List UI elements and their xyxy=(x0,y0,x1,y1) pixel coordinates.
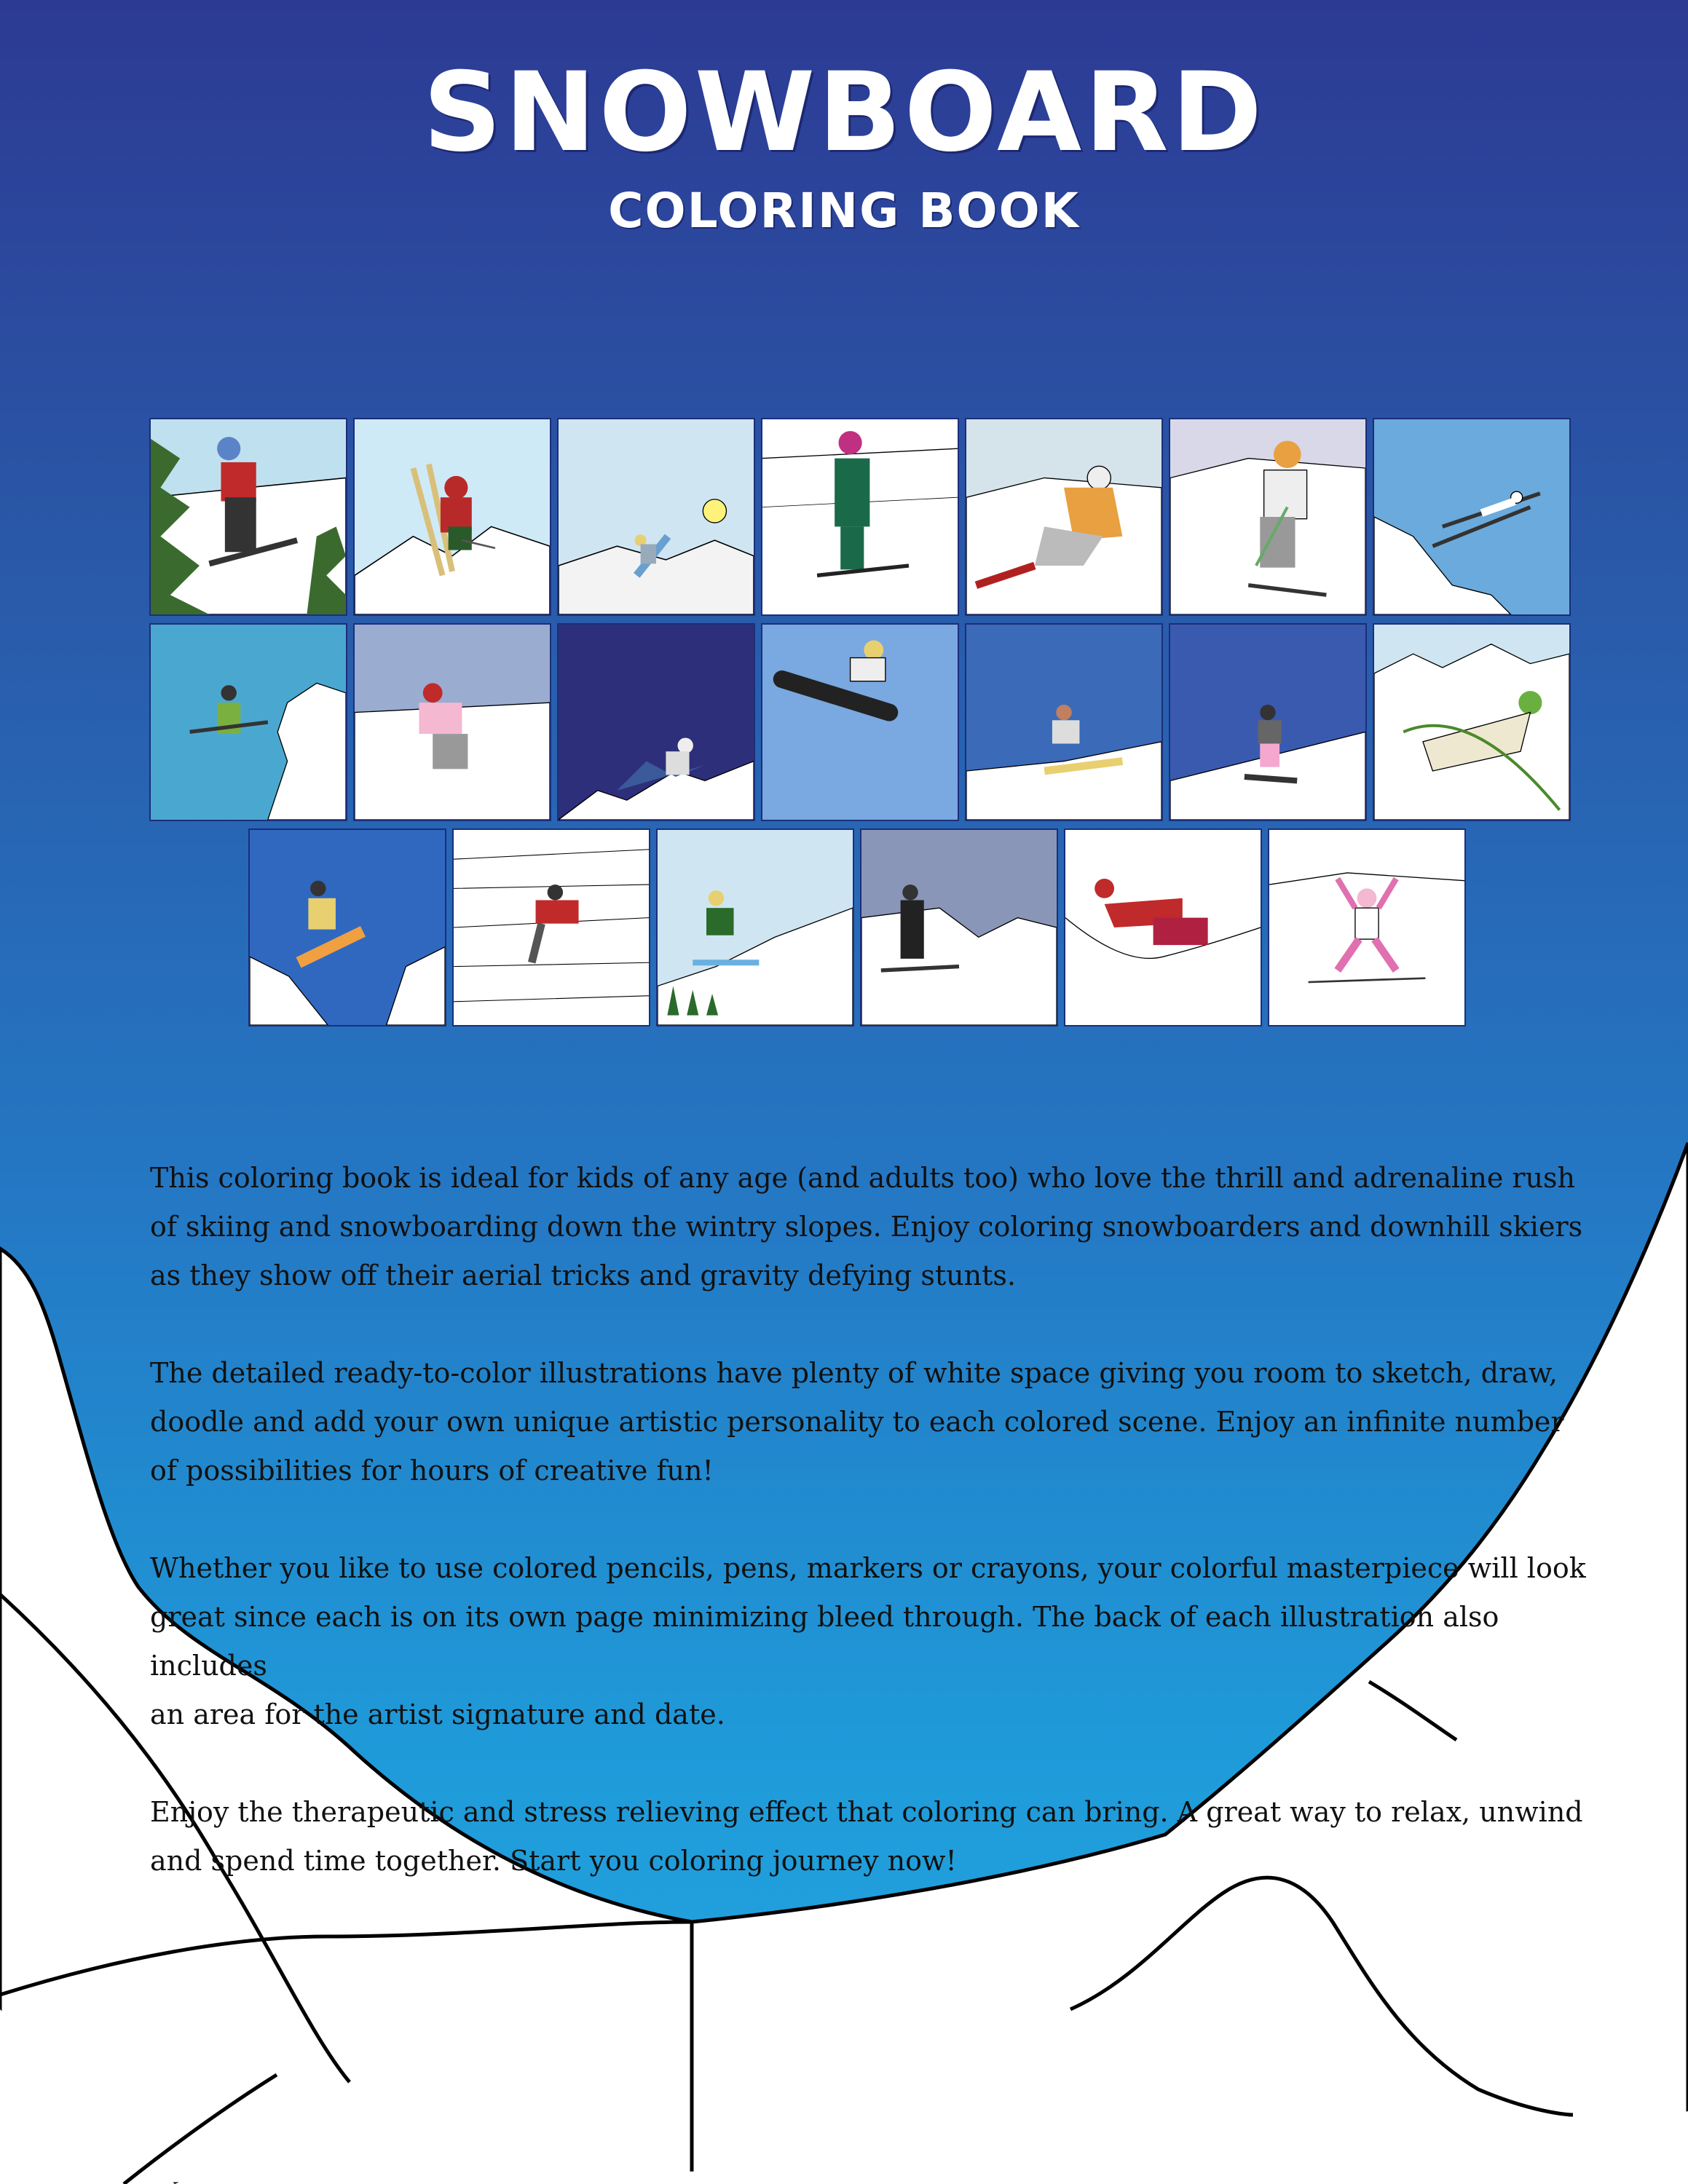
illustration-tile xyxy=(353,623,551,821)
illustration-tile xyxy=(557,623,755,821)
title-block xyxy=(0,51,1688,240)
child-skier-standing-illustration xyxy=(762,419,958,614)
skier-arms-raised-illustration xyxy=(1269,830,1464,1025)
freestyle-skier-green-illustration xyxy=(151,625,346,820)
illustration-tile xyxy=(965,623,1163,821)
skier-downhill-tuck-illustration xyxy=(1374,625,1569,820)
illustration-tile xyxy=(452,828,650,1026)
description-text xyxy=(150,1154,1621,1934)
illustration-tile xyxy=(860,828,1058,1026)
illustration-tile xyxy=(761,418,959,616)
snowboarder-landing-illustration xyxy=(966,625,1162,820)
illustration-tile xyxy=(1373,623,1571,821)
book-title: SNOWBOARD xyxy=(422,50,1266,176)
illustration-tile xyxy=(965,418,1163,616)
snowboarder-sunset-illustration xyxy=(559,419,754,614)
snowboarder-air-illustration xyxy=(762,625,958,820)
book-subtitle: COLORING BOOK xyxy=(608,183,1080,239)
description-paragraph-2: The detailed ready-to-color illustrations have plenty of white space giving you room to sketch, draw, doodle and add your own unique artistic personality to each colored scene. Enjoy an infinite number of possibilities for hours of creative fun! xyxy=(150,1357,1564,1487)
woman-skier-poles-illustration xyxy=(1170,419,1365,614)
illustration-tile xyxy=(656,828,854,1026)
ski-jumper-illustration xyxy=(1374,419,1569,614)
skier-carving-orange-illustration xyxy=(966,419,1162,614)
skier-red-jacket-illustration xyxy=(454,830,649,1025)
skier-night-jump-illustration xyxy=(559,625,754,820)
illustration-tile xyxy=(149,623,347,821)
skier-pink-jacket-illustration xyxy=(355,625,550,820)
illustration-tile xyxy=(761,623,959,821)
skier-backflip-illustration xyxy=(355,419,550,614)
description-paragraph-1: This coloring book is ideal for kids of any age (and adults too) who love the thrill and adrenaline rush of skiing and snowboarding down the wintry slopes. Enjoy coloring snowboarders and downhill skiers as they show off their aerial tricks and gravity defying stunts. xyxy=(150,1162,1583,1291)
illustration-tile xyxy=(1268,828,1466,1026)
illustration-tile xyxy=(149,418,347,616)
skier-jumping-trees-illustration xyxy=(151,419,346,614)
illustration-tile xyxy=(557,418,755,616)
snowboarder-carve-red-illustration xyxy=(1065,830,1261,1025)
snowboarder-green-trees-illustration xyxy=(658,830,853,1025)
snowboarder-grab-illustration xyxy=(250,830,445,1025)
skier-standing-black-illustration xyxy=(861,830,1057,1025)
illustration-tile xyxy=(248,828,446,1026)
description-paragraph-4: Enjoy the therapeutic and stress relieving effect that coloring can bring. A great way to relax, unwind and spend time together. Start you coloring journey now! xyxy=(150,1796,1583,1877)
snowboarder-pink-pants-illustration xyxy=(1170,625,1365,820)
illustration-tile xyxy=(1064,828,1262,1026)
description-paragraph-3: Whether you like to use colored pencils, pens, markers or crayons, your colorful masterpiece will look great since each is on its own page minimizing bleed through. The back of each illustration also includes an area for the artist signature and date. xyxy=(150,1552,1586,1730)
illustration-tile xyxy=(353,418,551,616)
illustration-tile xyxy=(1169,623,1367,821)
illustration-tile xyxy=(1169,418,1367,616)
illustration-tile xyxy=(1373,418,1571,616)
